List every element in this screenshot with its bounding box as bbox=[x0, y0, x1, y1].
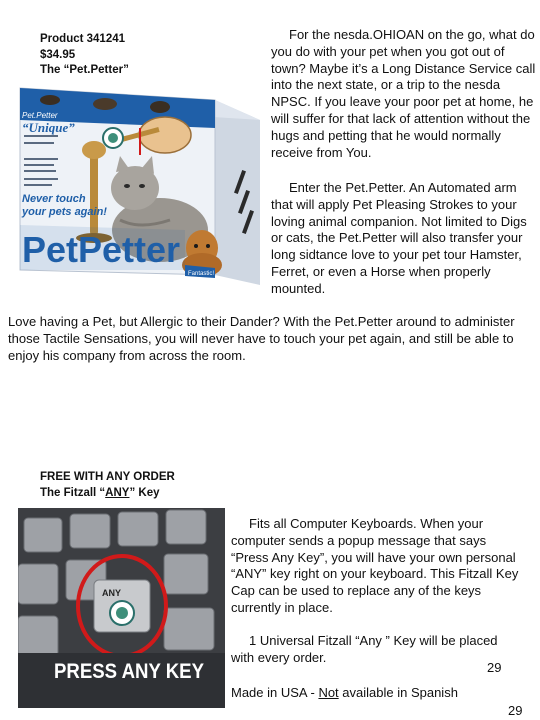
press-any-key-caption: PRESS ANY KEY bbox=[54, 660, 204, 683]
allergy-paragraph: Love having a Pet, but Allergic to their Dander? With the Pet.Petter around to administer those Tactile Sensations, you will never have to touch your pet again, and still be able to enjoy his company from across the room. bbox=[8, 314, 515, 363]
key-order-paragraph: 1 Universal Fitzall “Any ” Key will be placed with every order. bbox=[231, 633, 498, 665]
page-number-inline: 29 bbox=[487, 660, 502, 675]
box-brand-logo: PetPetter bbox=[22, 229, 181, 270]
free-offer-heading bbox=[40, 469, 175, 501]
intro-paragraph: For the nesda.OHIOAN on the go, what do you do with your pet when you got out of town? Maybe it’s a Long Distance Service call into the next state, or a trip to the nesda NPSC. If you leave your poor pet at home, he will suffer for that lack of attention without the hugs and petting that he would normally receive from You. bbox=[271, 27, 536, 160]
made-in-usa-before: Made in USA - bbox=[231, 685, 319, 700]
box-never-touch: Never touch bbox=[22, 193, 86, 205]
made-in-usa-line bbox=[231, 685, 523, 702]
box-brand-top: Pet.Petter bbox=[22, 111, 58, 120]
product-header bbox=[40, 32, 180, 79]
product-description-paragraph: Enter the Pet.Petter. An Automated arm that will apply Pet Pleasing Strokes to your loving animal companion. Not limited to Digs or cats, the Pet.Petter will also transfer your long sidtance love to your pet tour Hamster, Ferret, or even a Horse when properly mounted. bbox=[271, 180, 527, 296]
any-key-label: ANY bbox=[102, 588, 122, 598]
made-in-usa-not: Not bbox=[318, 685, 339, 700]
box-your-pets: your pets again! bbox=[22, 206, 107, 218]
box-unique-label: “Unique” bbox=[22, 120, 75, 135]
product-number: Product 341241 bbox=[40, 33, 126, 45]
free-offer-line1: FREE WITH ANY ORDER bbox=[40, 471, 175, 483]
product-price: $34.95 bbox=[40, 48, 76, 61]
free-offer-line2-any: ANY bbox=[105, 487, 130, 499]
made-in-usa-after: available in Spanish bbox=[338, 685, 458, 700]
free-offer-line2-after: ” Key bbox=[129, 487, 160, 499]
pet-petter-box-image bbox=[10, 80, 266, 292]
box-tagline: Fantastic! bbox=[188, 271, 215, 277]
product-name: The “Pet.Petter” bbox=[40, 64, 129, 76]
free-offer-line2-before: The Fitzall “ bbox=[40, 487, 106, 499]
free-offer-line2 bbox=[40, 485, 175, 501]
page-number: 29 bbox=[508, 703, 523, 718]
key-description-paragraph: Fits all Computer Keyboards. When your computer sends a popup message that says “Press Any Key”, you will have your own personal “ANY” key right on your keyboard. This Fitzall Key Cap can be used to replace any of the keys currently in place. bbox=[231, 516, 519, 615]
press-any-key-image bbox=[18, 508, 225, 708]
